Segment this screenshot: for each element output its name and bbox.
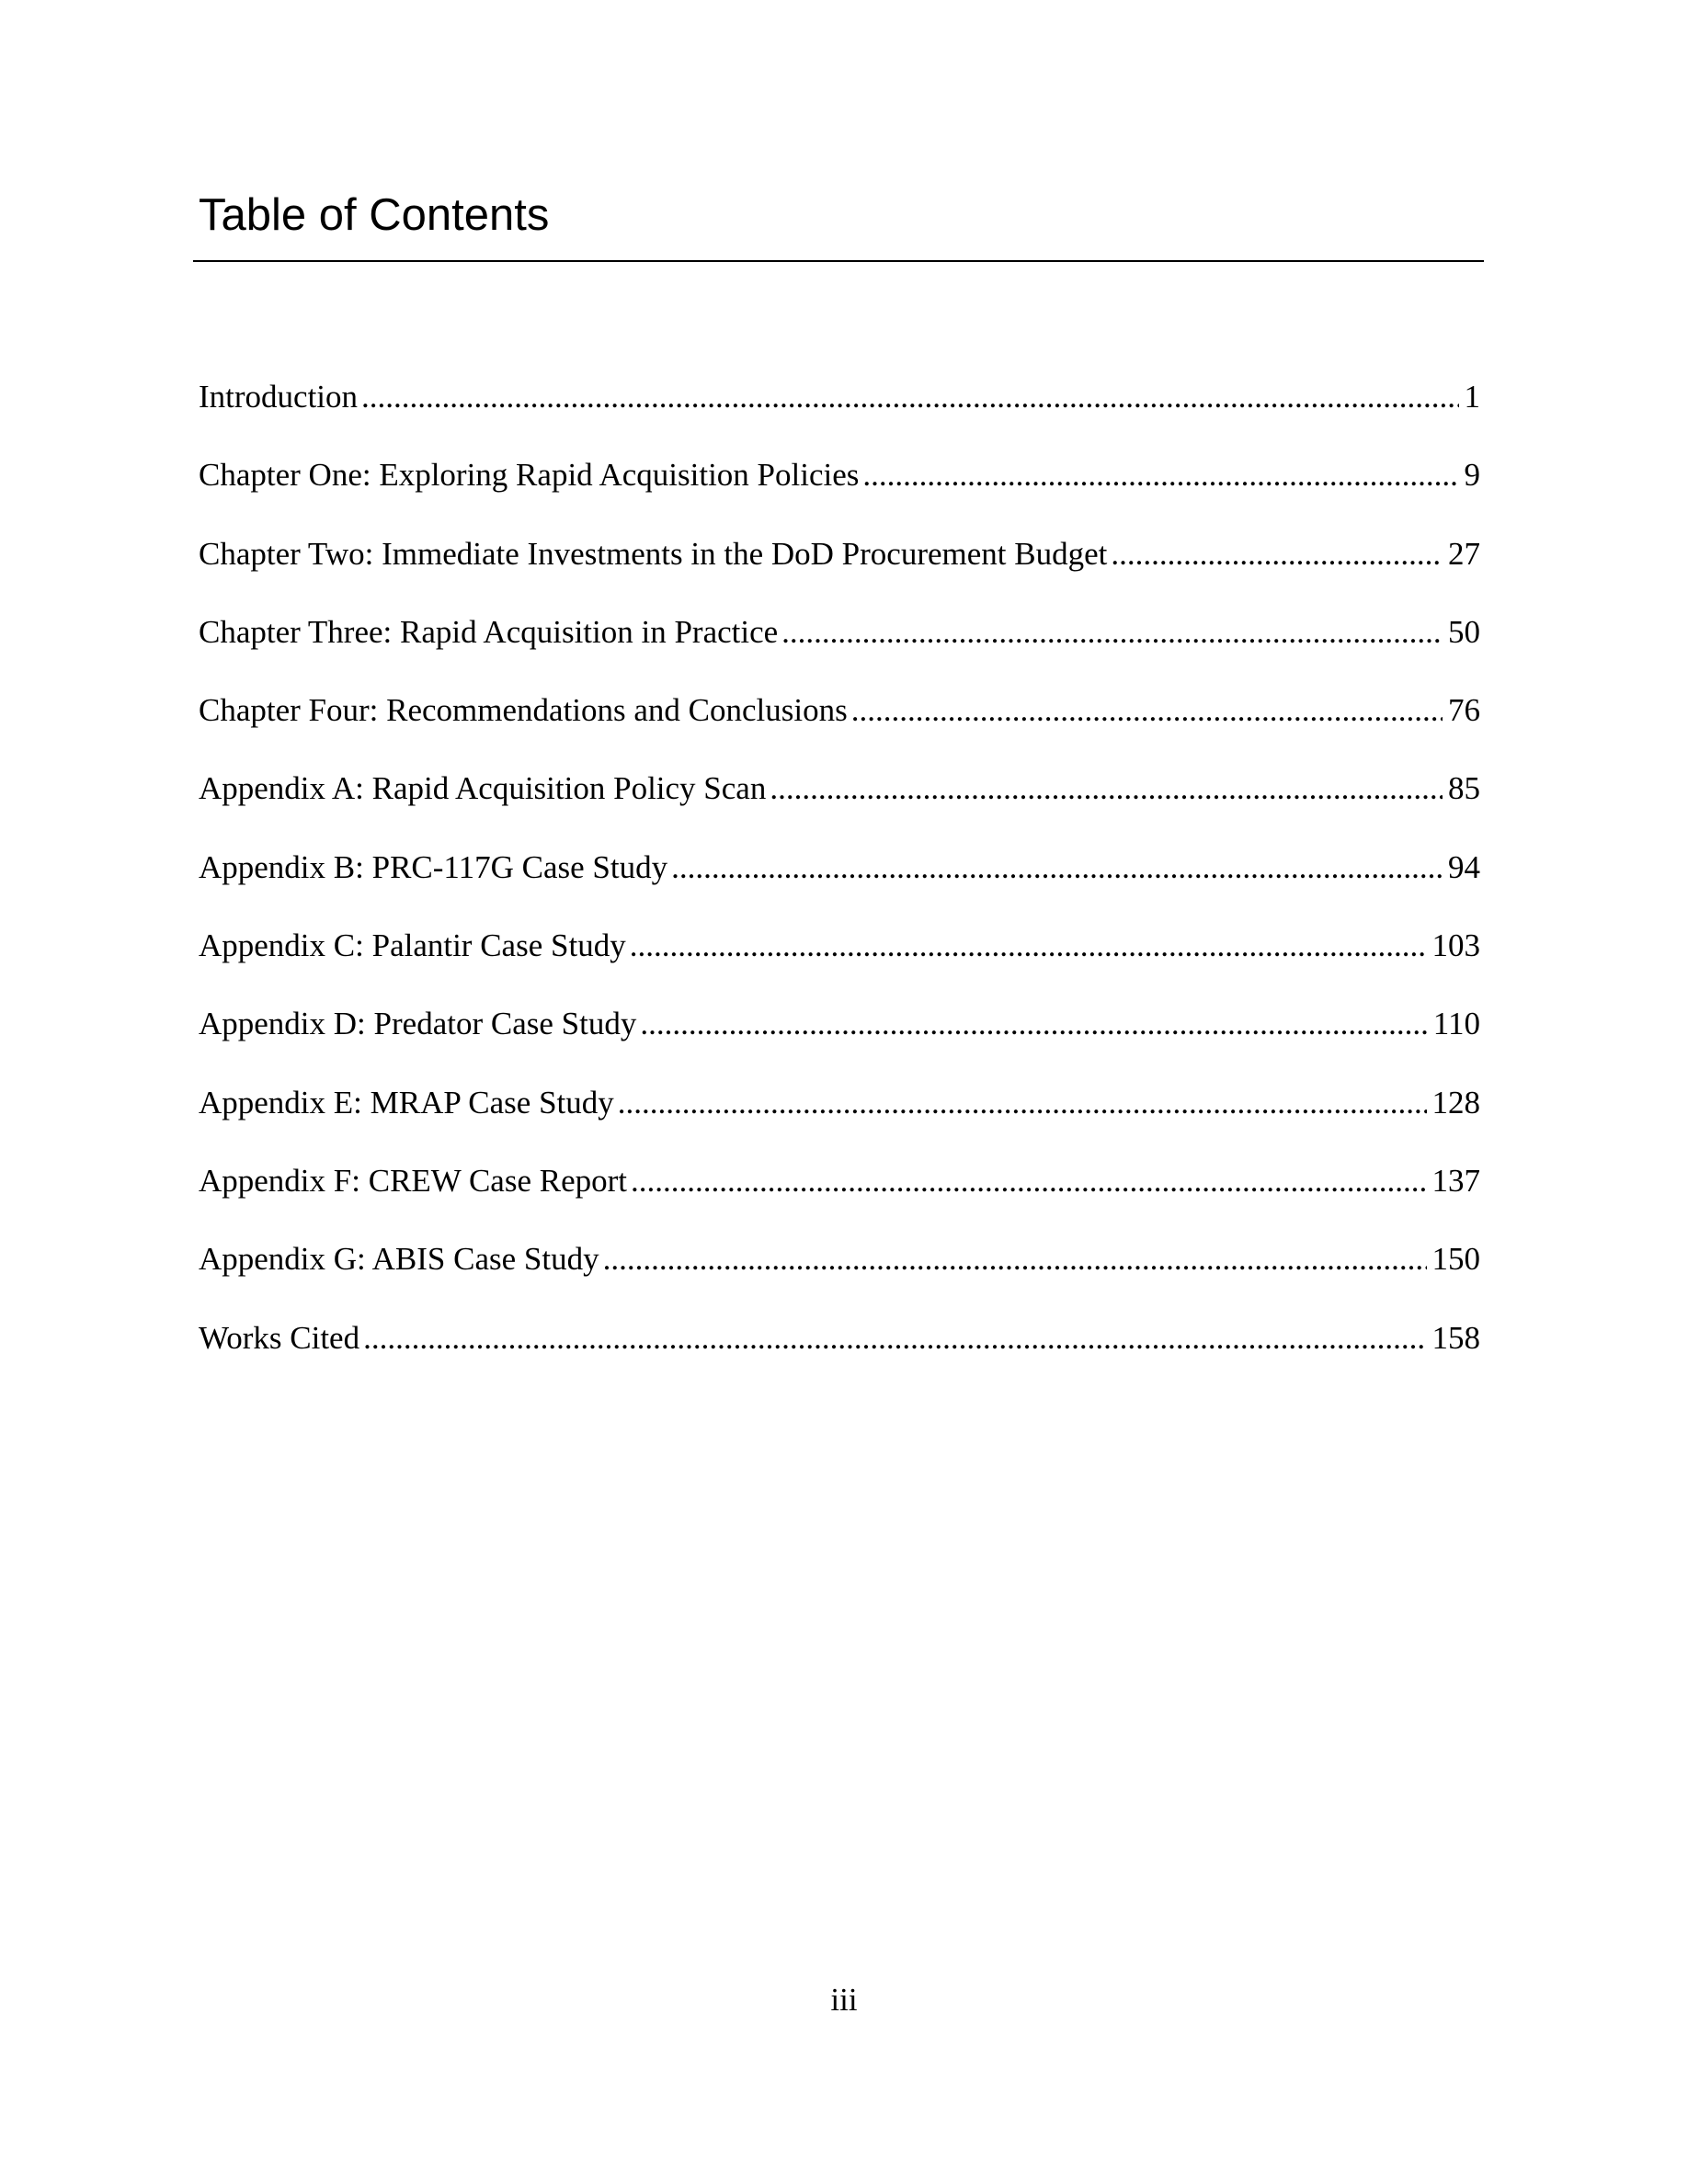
toc-entry-page[interactable]: 158 [1431,1319,1480,1356]
toc-entry-label[interactable]: Appendix D: Predator Case Study [199,1006,637,1042]
toc-entry-label[interactable]: Chapter Three: Rapid Acquisition in Practice [199,613,779,650]
toc-dot-leader [603,1239,1427,1280]
toc-entry-page[interactable]: 27 [1448,535,1480,572]
toc-entry[interactable] [199,534,1480,612]
toc-entry[interactable] [199,377,1480,455]
toc-entry-label[interactable]: Works Cited [199,1319,360,1356]
toc-entry-page[interactable]: 1 [1464,379,1480,415]
toc-entry-label[interactable]: Chapter Four: Recommendations and Conclusions [199,692,848,729]
toc-entry-page[interactable]: 103 [1431,927,1480,964]
toc-dot-leader [770,768,1443,809]
toc-dot-leader [631,1161,1427,1201]
toc-entry[interactable] [199,455,1480,533]
toc-dot-leader [363,1318,1426,1359]
title-divider [193,260,1484,262]
toc-entry[interactable] [199,847,1480,926]
toc-entry[interactable] [199,768,1480,847]
toc-entry-page[interactable]: 128 [1431,1084,1480,1120]
toc-entry[interactable] [199,612,1480,690]
toc-entry-page[interactable]: 9 [1464,457,1480,494]
toc-entry[interactable] [199,1083,1480,1161]
toc-dot-leader [1111,534,1443,574]
toc-dot-leader [671,847,1443,888]
toc-entry[interactable] [199,1004,1480,1082]
toc-entry-page[interactable]: 85 [1448,770,1480,807]
toc-entry[interactable] [199,1161,1480,1239]
toc-dot-leader [851,690,1443,731]
toc-entry-label[interactable]: Appendix F: CREW Case Report [199,1162,627,1199]
toc-dot-leader [630,926,1427,966]
toc-entry-label[interactable]: Appendix C: Palantir Case Study [199,927,626,964]
toc-entry-page[interactable]: 94 [1448,848,1480,885]
toc-entry-label[interactable]: Appendix G: ABIS Case Study [199,1241,599,1278]
toc-dot-leader [781,612,1443,653]
toc-dot-leader [618,1083,1427,1123]
toc-dot-leader [361,377,1458,417]
toc-entry[interactable] [199,926,1480,1004]
toc-entry-page[interactable]: 110 [1432,1006,1480,1042]
toc-entry-label[interactable]: Appendix B: PRC-117G Case Study [199,848,668,885]
toc-entry-label[interactable]: Introduction [199,379,359,415]
toc-entry-label[interactable]: Chapter One: Exploring Rapid Acquisition Policies [199,457,860,494]
toc-entry-label[interactable]: Chapter Two: Immediate Investments in the DoD Procurement Budget [199,535,1108,572]
toc-entry-label[interactable]: Appendix E: MRAP Case Study [199,1084,614,1120]
toc-entry[interactable] [199,1239,1480,1317]
toc-list [199,377,1480,1396]
toc-entry-page[interactable]: 150 [1431,1241,1480,1278]
toc-entry-page[interactable]: 137 [1431,1162,1480,1199]
toc-entry[interactable] [199,690,1480,768]
toc-dot-leader [862,455,1458,495]
toc-entry[interactable] [199,1318,1480,1396]
toc-entry-page[interactable]: 76 [1448,692,1480,729]
toc-dot-leader [640,1004,1427,1044]
toc-entry-page[interactable]: 50 [1448,613,1480,650]
page-number: iii [830,1982,858,2018]
page-title: Table of Contents [199,190,550,240]
toc-entry-label[interactable]: Appendix A: Rapid Acquisition Policy Scan [199,770,767,807]
